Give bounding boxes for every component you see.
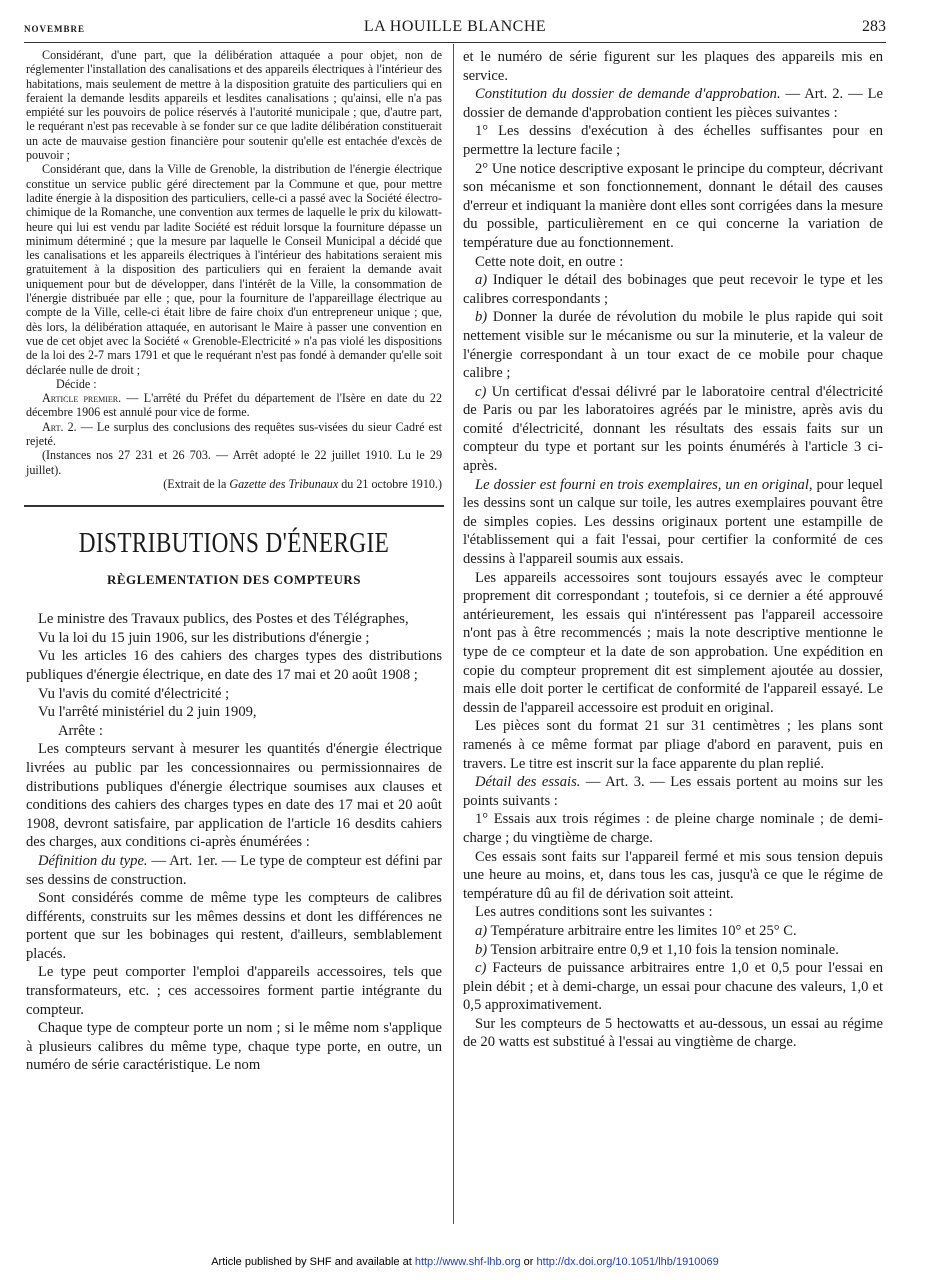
decree-text — [26, 610, 442, 1075]
doi-link[interactable]: http://dx.doi.org/10.1051/lhb/1910069 — [536, 1256, 719, 1268]
paragraph: Le ministre des Travaux publics, des Postes et des Télégraphes, — [38, 611, 409, 628]
list-item: a) Température arbitraire entre les limites 10° et 25° C. — [475, 922, 797, 939]
decision-label: Décide : — [56, 376, 97, 391]
paragraph: Vu les articles 16 des cahiers des charges types des distributions publiques d'énergie électrique, en date des 17 mai et 20 août 1908 ; — [26, 648, 442, 683]
source-journal: Gazette des Tribunaux — [229, 476, 339, 491]
article-paragraph — [26, 420, 442, 449]
list-item: c) Facteurs de puissance arbitraires entre 1,0 et 0,5 pour l'essai en plein débit ; et à demi-charge, un essai pour chacune des valeurs, 1,0 et 0,5 approximativement. — [463, 960, 883, 1014]
paragraph: Considérant que, dans la Ville de Grenoble, la distribution de l'énergie électrique constitue un service public géré directement par la Commune et que, pour mettre ladite énergie à la disposition des particuliers, celle-ci a passé avec la Société électro-chimique de la Romanche, une convention aux termes de laquelle le prix du kilowatt-heure qui lui est vendu par ladite Société est réduit lorsque la fourniture dépasse un minimum déterminé ; que la mesure par laquelle le Conseil Municipal a décidé que les canalisations et les appareils électriques à l'intérieur des habitations seraient mis gratuitement à la disposition des particuliers qui en feraient la demande avait uniquement pour but de développer, dans l'intérêt de la Ville, la consommation de l'énergie distribuée par elle ; que, pour la fourniture de l'appareillage électrique au compte de la Ville, celle-ci était libre de faire choix d'un entrepreneur unique ; que, dès lors, la délibération attaquée, en autorisant le Maire à passer une convention en vue de cet objet avec la Société « Grenoble-Electricité » n'a pas violé les dispositions de la loi des 2-7 mars 1791 et que le requérant n'est pas fondé à demander qu'elle soit déclarée nulle de droit ; — [26, 162, 442, 377]
article-paragraph — [26, 391, 442, 420]
instances-note: (Instances nos 27 231 et 26 703. — Arrêt adopté le 22 juillet 1910. Lu le 29 juillet). — [26, 448, 442, 477]
judgment-text — [26, 48, 442, 491]
source-citation: (Extrait de la Gazette des Tribunaux du 21 octobre 1910.) — [163, 476, 442, 491]
right-column — [463, 48, 883, 1052]
paragraph: Vu l'arrêté ministériel du 2 juin 1909, — [38, 704, 257, 721]
publisher-footer: Article published by SHF and available at http://www.shf-lhb.org or http://dx.doi.org/10.1051/lhb/1910069 — [211, 1256, 719, 1268]
paragraph: Ces essais sont faits sur l'appareil fermé et mis sous tension depuis une heure au moins, et, dans tous les cas, jusqu'à ce que le régime de température dû au fil de dérivation soit atteint. — [463, 848, 883, 902]
paragraph: Les pièces sont du format 21 sur 31 centimètres ; les plans sont ramenés à ce même format par pliage d'abord en paravent, puis en travers. Le titre est inscrit sur la face apparente du plan replié. — [463, 718, 883, 772]
list-item: 1° Les dessins d'exécution à des échelles suffisantes pour en permettre la lecture facile ; — [463, 123, 883, 158]
paragraph: Définition du type. — Art. 1er. — Le type de compteur est défini par ses dessins de construction. — [26, 852, 442, 888]
article-text: — Le surplus des conclusions des requêtes sus-visées du sieur Cadré est rejeté. — [26, 419, 442, 449]
section-title: DISTRIBUTIONS D'ÉNERGIE — [78, 527, 390, 560]
list-item: a) Indiquer le détail des bobinages que peut recevoir le type et les calibres correspondants ; — [463, 272, 883, 307]
list-item: 1° Essais aux trois régimes : de pleine charge nominale ; de demi-charge ; du vingtième de charge. — [463, 811, 883, 846]
paragraph: Sont considérés comme de même type les compteurs de calibres différents, construits sur les mêmes dessins et dont les différences ne portent que sur les bobinages qui restent, d'ailleurs, semblablement placés. — [26, 890, 442, 962]
list-item: b) Tension arbitraire entre 0,9 et 1,10 fois la tension nominale. — [475, 941, 839, 958]
article-label: Article premier. — [42, 391, 122, 406]
list-item: b) Donner la durée de révolution du mobile le plus rapide qui soit nettement visible sur le mécanisme ou sur la minuterie, et la valeur de l'énergie correspondant à un tour exact de ce mobile pour chaque calibre ; — [463, 309, 883, 382]
paragraph: Détail des essais. — Art. 3. — Les essais portent au moins sur les points suivants : — [463, 774, 883, 809]
paragraph: Considérant, d'une part, que la délibération attaquée a pour objet, non de réglementer l'installation des canalisations et des appareils électriques à l'intérieur des habitations, mais seulement de mettre à la disposition gratuite des particuliers qui en feraient la demande lesdits appareils et lesdites canalisations ; qu'ainsi, elle n'a pas empiété sur les pouvoirs de police réservés à l'autorité municipale ; que, d'autre part, le requérant n'est pas recevable à se fonder sur ce que ladite délibération constituerait un acte de mauvaise gestion financière pour soutenir qu'elle est entachée d'excès de pouvoir ; — [26, 48, 442, 163]
header-month: NOVEMBRE — [24, 24, 86, 34]
list-item: c) Un certificat d'essai délivré par le laboratoire central d'électricité de Paris ou par les laboratoires agréés par le ministre, après avis du comité d'électricité, donnant les résultats des essais faits sur un compteur du type et portant sur les points énumérés à l'article 3 ci-après. — [463, 383, 883, 475]
column-divider — [453, 44, 454, 1224]
left-column — [26, 48, 442, 1075]
page-header — [24, 18, 886, 40]
journal-title: LA HOUILLE BLANCHE — [363, 18, 547, 35]
list-item: 2° Une notice descriptive exposant le principe du compteur, décrivant son mécanisme et son fonctionnement, donnant le détail des causes d'erreur et indiquant la manière dont elles sont corrigées dans la mesure du possible, particulièrement en ce qui concerne la variation de température due au fonctionnement. — [463, 160, 883, 251]
paragraph: Les compteurs servant à mesurer les quantités d'énergie électrique livrées au public par les concessionnaires ou permissionnaires de distributions publiques d'énergie électrique soumises aux clauses et conditions des cahiers des charges types en date des 17 mai et 20 août 1908, devront satisfaire, par application de l'article 16 desdits cahiers des charges, aux conditions ci-après énumérées : — [26, 741, 442, 851]
heading-italic: Détail des essais. — [475, 774, 581, 791]
paragraph: et le numéro de série figurent sur les plaques des appareils mis en service. — [463, 49, 883, 84]
paragraph: Le dossier est fourni en trois exemplaires, un en original, pour lequel les dessins sont un calque sur toile, les autres exemplaires pouvant être de simples copies. Les dessins originaux portent une estampille de l'établissement qui a fait l'essai, pour certifier la conformité de ces dessins à l'appareil soumis aux essais. — [463, 476, 883, 568]
paragraph: Les appareils accessoires sont toujours essayés avec le compteur proprement dit correspondant ; toutefois, si ce dernier a été approuvé antérieurement, les essais qui n'intéressent pas l'appareil accessoire n'ont pas à être recommencés ; mais la note descriptive mentionne le type de ce compteur et la date de son approbation. Une expédition en copie du compteur proprement dit est simplement ajoutée au dossier, mais elle doit porter le certificat de conformité de l'appareil essayé. Le dessin de l'appareil accessoire est produit en original. — [463, 569, 883, 716]
header-rule — [24, 42, 886, 43]
paragraph: Vu la loi du 15 juin 1906, sur les distributions d'énergie ; — [38, 629, 370, 646]
paragraph: Sur les compteurs de 5 hectowatts et au-dessous, un essai au régime de 20 watts est substitué à l'essai au vingtième de charge. — [463, 1015, 883, 1051]
paragraph: Chaque type de compteur porte un nom ; si le même nom s'applique à plusieurs calibres du même type, chaque type porte, en outre, un numéro de série caractéristique. Le nom — [26, 1020, 442, 1074]
page-number: 283 — [862, 18, 886, 35]
arrete-label: Arrête : — [58, 722, 103, 739]
section-separator — [24, 505, 444, 507]
paragraph: Constitution du dossier de demande d'approbation. — Art. 2. — Le dossier de demande d'approbation contient les pièces suivantes : — [463, 86, 883, 121]
section-subtitle: RÈGLEMENTATION DES COMPTEURS — [106, 572, 362, 588]
article-text: — L'arrêté du Préfet du département de l'Isère en date du 22 décembre 1906 est annulé pour vice de forme. — [26, 391, 443, 420]
paragraph: Vu l'avis du comité d'électricité ; — [38, 685, 230, 702]
list-item: Cette note doit, en outre : — [475, 253, 624, 270]
shf-link[interactable]: http://www.shf-lhb.org — [414, 1256, 521, 1268]
heading-italic: Définition du type. — [38, 852, 148, 869]
paragraph: Les autres conditions sont les suivantes : — [475, 904, 713, 921]
heading-italic: Constitution du dossier de demande d'approbation. — [475, 86, 781, 103]
paragraph: Le type peut comporter l'emploi d'appareils accessoires, tels que transformateurs, etc. ; ces accessoires forment partie intégrante du compteur. — [26, 964, 442, 1018]
article-label: Art. 2. — [42, 419, 77, 434]
